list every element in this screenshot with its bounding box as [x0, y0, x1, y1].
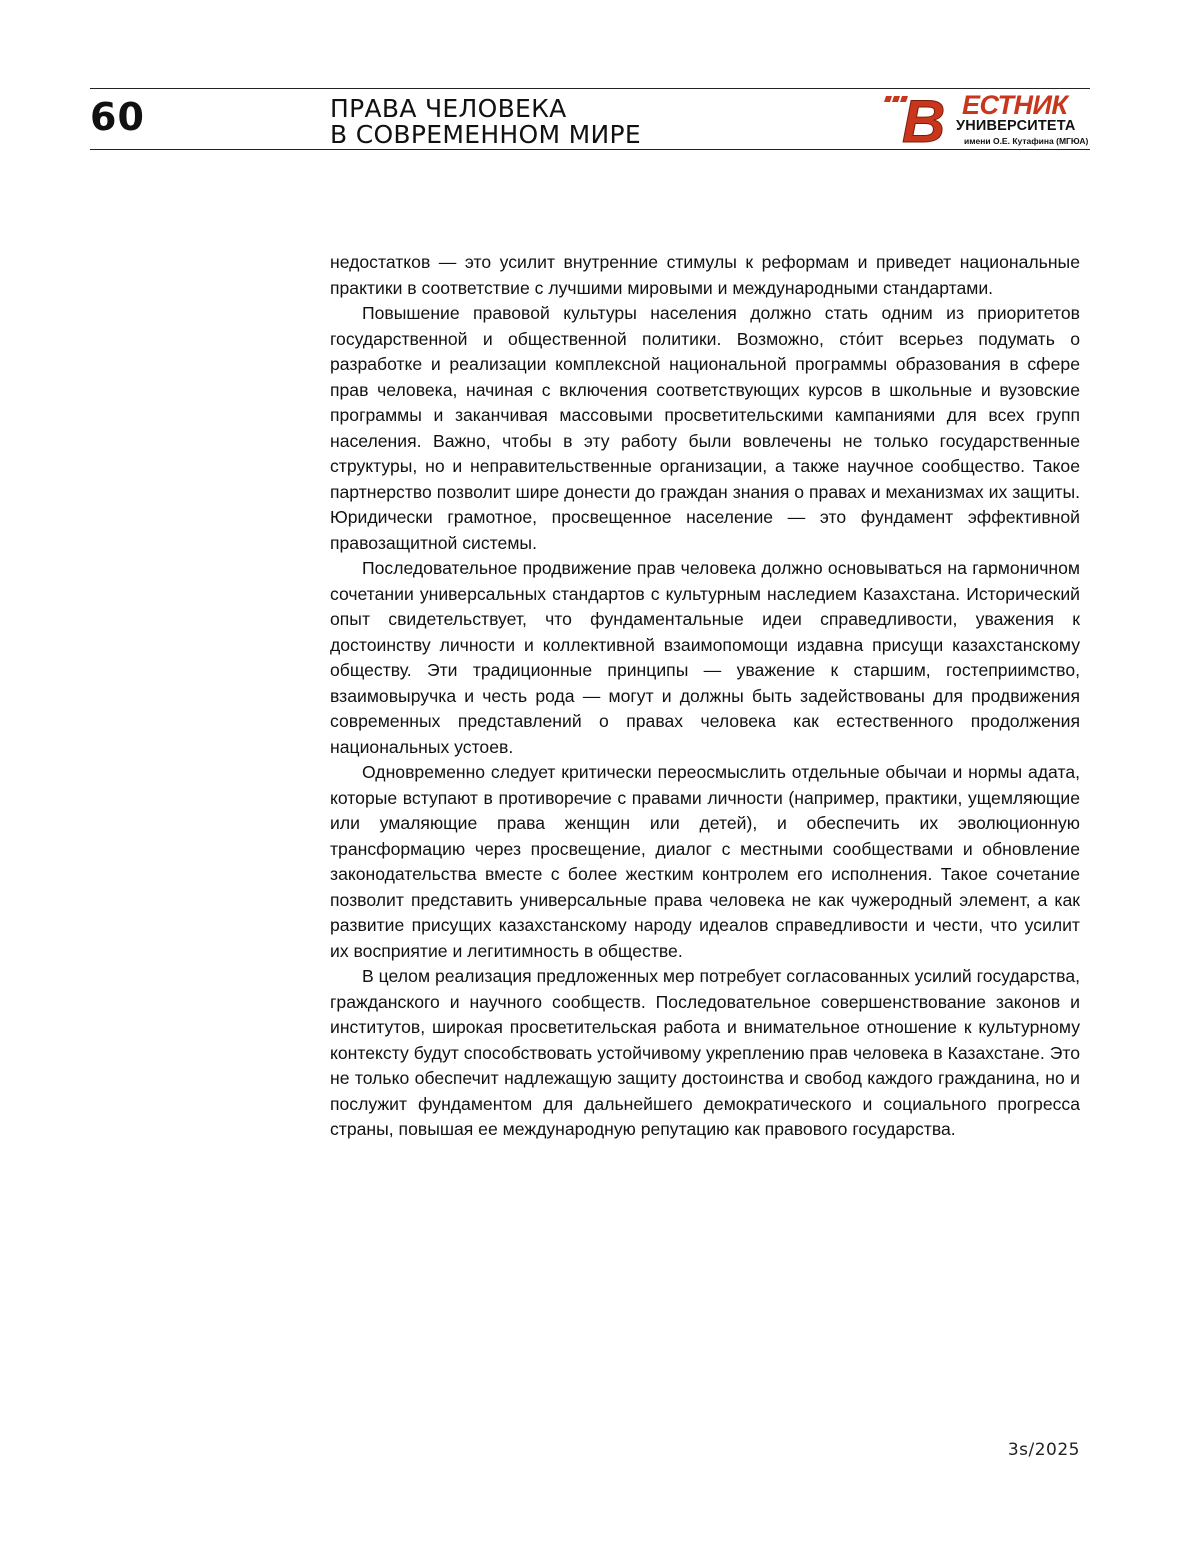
issue-number: 3s/2025 — [1007, 1440, 1080, 1460]
section-title — [330, 96, 641, 148]
paragraph-1: недостатков — это усилит внутренние стимулы к реформам и приведет национальные практики в соответствие с лучшими мировыми и международными стандартами. — [330, 252, 1080, 298]
section-title-line-2: В СОВРЕМЕННОМ МИРЕ — [330, 120, 641, 149]
logo-word: ЕСТНИК — [962, 90, 1068, 120]
page-number: 60 — [90, 95, 145, 139]
page-header — [0, 0, 1200, 160]
journal-logo — [882, 92, 1092, 148]
paragraph-3: Последовательное продвижение прав человека должно основываться на гармоничном сочетании универсальных стандартов с культурным наследием Казахстана. Исторический опыт свидетельствует, что фундаментальные идеи справедливости, уважения к достоинству личности и коллективной взаимопомощи издавна присущи казахстанскому обществу. Эти традиционные принципы — уважение к старшим, гостеприимство, взаимовыручка и честь рода — могут и должны быть задействованы для продвижения современных представлений о правах человека как естественного продолжения национальных устоев. — [330, 558, 1080, 757]
paragraph-5: В целом реализация предложенных мер потребует согласованных усилий государства, гражданского и научного сообществ. Последовательное совершенствование законов и институтов, широкая просветительская работа и внимательное отношение к культурному контексту будут способствовать устойчивому укреплению прав человека в Казахстане. Это не только обеспечит надлежащую защиту достоинства и свобод каждого гражданина, но и послужит фундаментом для дальнейшего демократического и социального прогресса страны, повышая ее международную репутацию как правового государства. — [330, 966, 1080, 1139]
logo-letter: В — [902, 92, 946, 148]
header-top-rule — [90, 88, 1090, 89]
article-body — [330, 250, 1080, 1143]
logo-subtitle-small: имени О.Е. Кутафина (МГЮА) — [964, 136, 1089, 146]
logo-subtitle: УНИВЕРСИТЕТА — [956, 118, 1076, 134]
header-bottom-rule — [90, 149, 1090, 150]
section-title-line-1: ПРАВА ЧЕЛОВЕКА — [330, 94, 567, 123]
paragraph-4: Одновременно следует критически переосмыслить отдельные обычаи и нормы адата, которые вступают в противоречие с правами личности (например, практики, ущемляющие или умаляющие права женщин или детей), и обеспечить их эволюционную трансформацию через просвещение, диалог с местными сообществами и обновление законодательства вместе с более жестким контролем его исполнения. Такое сочетание позволит представить универсальные права человека не как чужеродный элемент, а как развитие присущих казахстанскому народу идеалов справедливости и чести, что усилит их восприятие и легитимность в обществе. — [330, 762, 1080, 961]
paragraph-2: Повышение правовой культуры населения должно стать одним из приоритетов государственной и общественной политики. Возможно, сто́ит всерьез подумать о разработке и реализации комплексной национальной программы образования в сфере прав человека, начиная с включения соответствующих курсов в школьные и вузовские программы и заканчивая массовыми просветительскими кампаниями для всех групп населения. Важно, чтобы в эту работу были вовлечены не только государственные структуры, но и неправительственные организации, а также научное сообщество. Такое партнерство позволит шире донести до граждан знания о правах и механизмах их защиты. Юридически грамотное, просвещенное население — это фундамент эффективной правозащитной системы. — [330, 303, 1080, 553]
